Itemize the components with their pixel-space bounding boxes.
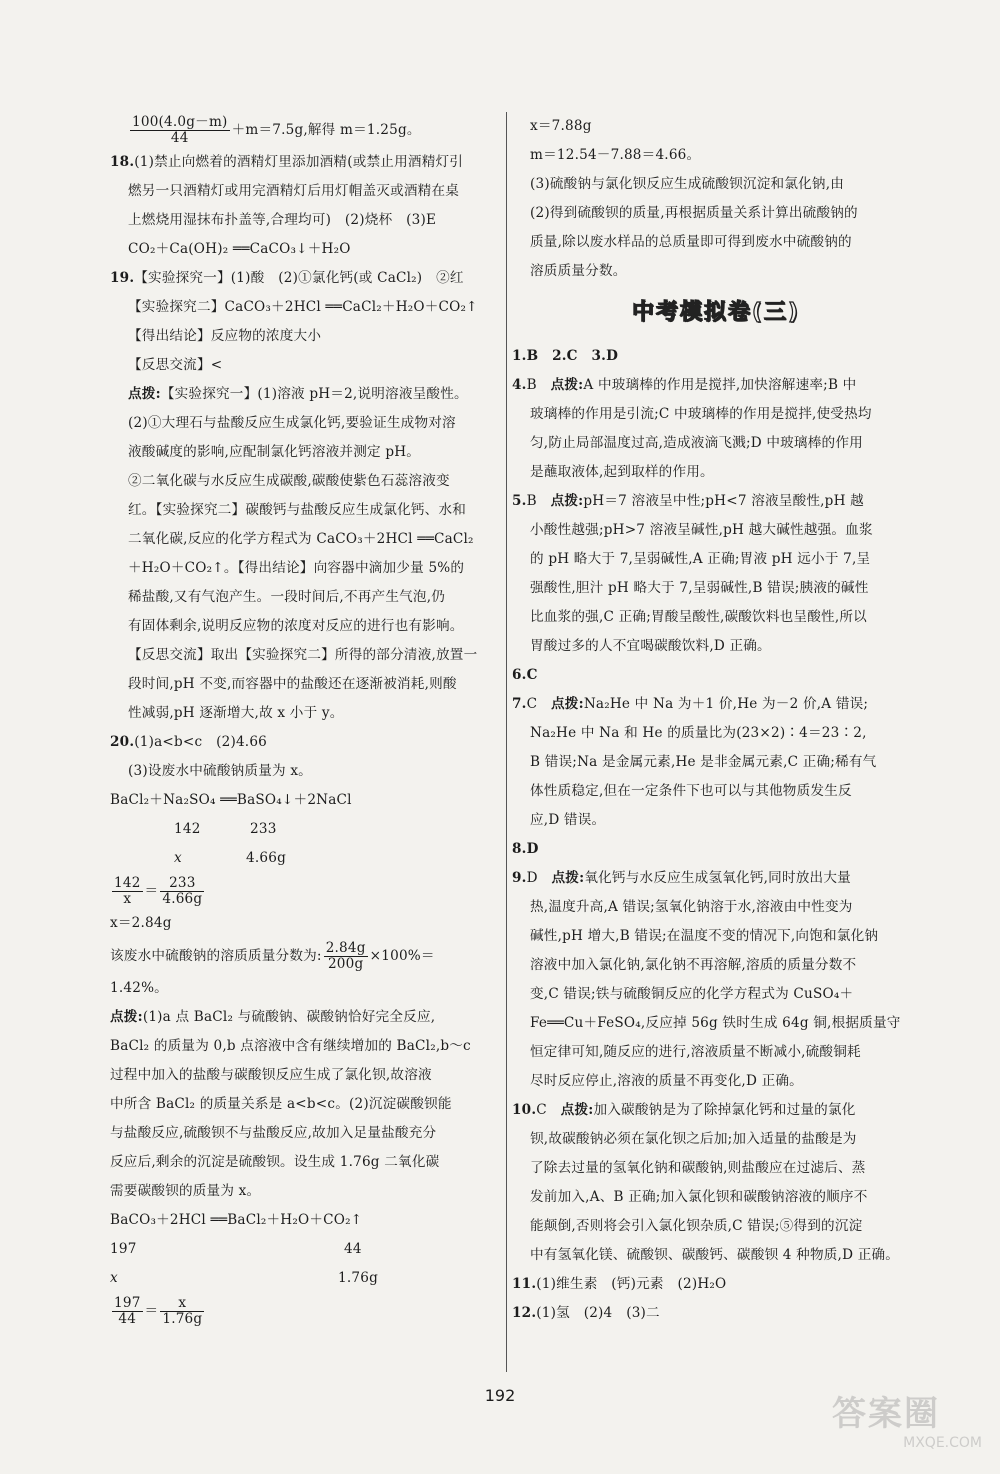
value-row: x 1.76g	[110, 1270, 378, 1286]
chemical-equation: BaCl₂＋Na₂SO₄ ══BaSO₄↓＋2NaCl	[110, 792, 352, 808]
answer-12: 12.(1)氢 (2)4 (3)二	[512, 1305, 660, 1321]
page-number: 192	[484, 1386, 516, 1405]
tip-label: 点拨:	[550, 493, 584, 509]
right-column: x＝7.88g m＝12.54－7.88＝4.66。 (3)硫酸钠与氯化钡反应生成硫酸钡沉淀和氯化钠,由 (2)得到硫酸钡的质量,再根据质量关系计算出硫酸钠的 质量,除以废水样品的总质量即可得到废水中硫酸钠的 溶质质量分数。 中考模拟卷(三) 1.B 2.C 3.D 4.B 点拨:A 中玻璃棒的作用是搅拌,加快溶解速率;B 中 玻璃棒的作用是引流;C 中玻璃棒的作用是搅拌,使受热均 匀,防止局部温度过高,造成液滴飞溅;D 中玻璃棒的作用 是蘸取液体,起到取样的作用。 5.B 点拨:pH＝7 溶液呈中性;pH<7 溶液呈酸性,pH 越 小酸性越强;pH>7 溶液呈碱性,pH 越大碱性越强。血浆 的 pH 略大于 7,呈弱碱性,A 正确;胃液 pH 远小于 7,呈 强酸性,胆汁 pH 略大于 7,呈弱碱性,B 错误;胰液的碱性 比血浆的强,C 正确;胃酸呈酸性,碳酸饮料也呈酸性,所以 胃酸过多的人不宜喝碳酸饮料,D 正确。 6.C 7.C 点拨:Na₂He 中 Na 为＋1 价,He 为－2 价,A 错误; Na₂He 中 Na 和 He 的质量比为(23×2)∶4＝23∶2, B 错误;Na 是金属元素,He 是非金属元素,C 正确;稀有气 体性质稳定,但在一定条件下也可以与其他物质发生反 应,D 错误。 8.D 9.D 点拨:氧化钙与水反应生成氢氧化钙,同时放出大量 热,温度升高,A 错误;氢氧化钠溶于水,溶液由中性变为 碱性,pH 增大,B 错误;在温度不变的情况下,向饱和氯化钠 溶液中加入氯化钠,氯化钠不再溶解,溶质的质量分数不 变,C 错误;铁与硫酸铜反应的化学方程式为 CuSO₄＋ Fe══Cu＋FeSO₄,反应掉 56g 铁时生成 64g 铜,根据质量守 恒定律可知,随反应的进行,溶液质量不断减小,硫酸铜耗 尽时反应停止,溶液的质量不再变化,D 正确。 10.C 点拨:加入碳酸钠是为了除掉氯化钙和过量的氯化 钡,故碳酸钠必须在氯化钡之后加;加入适量的盐酸是为 了除去过量的氢氧化钠和碳酸钠,则盐酸应在过滤后、蒸 发前加入,A、B 正确;加入氯化钡和碳酸钠溶液的顺序不 能颠倒,否则将会引入氯化钡杂质,C 错误;⑤得到的沉淀 中有氢氧化镁、硫酸钡、碳酸钙、碳酸钡 4 种物质,D 正确。 11.(1)维生素 (钙)元素 (2)H₂O 12.(1)氢 (2)4 (3)二	[512, 112, 920, 1328]
answer-5: 5.B 点拨:pH＝7 溶液呈中性;pH<7 溶液呈酸性,pH 越 小酸性越强;pH>7 溶液呈碱性,pH 越大碱性越强。血浆 的 pH 略大于 7,呈弱碱性,A 正确;胃液 pH 远小于 7,呈 强酸性,胆汁 pH 略大于 7,呈弱碱性,B 错误;胰液的碱性 比血浆的强,C 正确;胃酸呈酸性,碳酸饮料也呈酸性,所以 胃酸过多的人不宜喝碳酸饮料,D 正确。	[512, 493, 873, 654]
section-heading: 中考模拟卷(三)	[631, 300, 801, 325]
watermark-logo	[832, 1386, 982, 1464]
left-column	[110, 112, 500, 1329]
column-divider	[506, 112, 507, 1372]
question-number: 18.	[110, 154, 135, 170]
tip-label: 点拨:	[560, 1102, 594, 1118]
proportion: $\frac{142}{x}$ ＝ $\frac{233}{4.66g}$	[114, 875, 203, 907]
equation-line: $\frac{100(4.0g-m)}{44}$ ＋m＝7.5g,解得 m＝1.25g。	[132, 114, 421, 146]
tip-label: 点拨:	[110, 1009, 143, 1025]
watermark-title: 答案圈	[832, 1394, 940, 1434]
tip-label: 点拨:	[551, 696, 584, 712]
question-19: 19.【实验探究一】(1)酸 (2)①氯化钙(或 CaCl₂) ②红 【实验探究二】CaCO₃＋2HCl ══CaCl₂＋H₂O＋CO₂↑ 【得出结论】反应物的浓度大小 【反思交流】< 点拨:【实验探究一】(1)溶液 pH＝2,说明溶液呈酸性。 (2)①大理石与盐酸反应生成氯化钙,要验证生成物对溶 液酸碱度的影响,应配制氯化钙溶液并测定 pH。 ②二氧化碳与水反应生成碳酸,碳酸使紫色石蕊溶液变 红。【实验探究二】碳酸钙与盐酸反应生成氯化钙、水和 二氧化碳,反应的化学方程式为 CaCO₃＋2HCl ══CaCl₂ ＋H₂O＋CO₂↑。【得出结论】向容器中滴加少量 5%的 稀盐酸,又有气泡产生。一段时间后,不再产生气泡,仍 有固体剩余,说明反应物的浓度对反应的进行也有影响。 【反思交流】取出【实验探究二】所得的部分清液,放置一 段时间,pH 不变,而容器中的盐酸还在逐渐被消耗,则酸 性减弱,pH 逐渐增大,故 x 小于 y。	[110, 270, 478, 721]
question-number: 19.	[110, 270, 135, 286]
answers-1-3: 1.B 2.C 3.D	[512, 348, 619, 364]
chemical-equation: BaCO₃＋2HCl ══BaCl₂＋H₂O＋CO₂↑	[110, 1212, 363, 1228]
mass-row: 142 233	[174, 821, 277, 837]
value-row: x 4.66g	[174, 850, 286, 866]
answer-7: 7.C 点拨:Na₂He 中 Na 为＋1 价,He 为－2 价,A 错误; Na₂He 中 Na 和 He 的质量比为(23×2)∶4＝23∶2, B 错误;Na 是金属元素,He 是非金属元素,C 正确;稀有气 体性质稳定,但在一定条件下也可以与其他物质发生反 应,D 错误。	[512, 696, 877, 828]
answer-8: 8.D	[512, 841, 539, 857]
question-20: 20.(1)a<b<c (2)4.66 (3)设废水中硫酸钠质量为 x。 BaCl₂＋Na₂SO₄ ══BaSO₄↓＋2NaCl 142 233 x 4.66g $\frac{142}{x}$ ＝ $\frac{233}{4.66g}$ x＝2.84g 该废水中硫酸钠的溶质质量分数为: $\frac{2.84g}{200g}$ ×100%＝ 1.42%。 点拨:(1)a 点 BaCl₂ 与硫酸钠、碳酸钠恰好完全反应, BaCl₂ 的质量为 0,b 点溶液中含有继续增加的 BaCl₂,b～c 过程中加入的盐酸与碳酸钡反应生成了氯化钡,故溶液 中所含 BaCl₂ 的质量关系是 a<b<c。(2)沉淀碳酸钡能 与盐酸反应,硫酸钡不与盐酸反应,故加入足量盐酸充分 反应后,剩余的沉淀是硫酸钡。设生成 1.76g 二氧化碳 需要碳酸钡的质量为 x。 BaCO₃＋2HCl ══BaCl₂＋H₂O＋CO₂↑ 197 44 x 1.76g $\frac{197}{44}$ ＝ $\frac{x}{1.76g}$	[110, 728, 500, 1329]
tip-label: 点拨:	[551, 870, 585, 886]
answer-6: 6.C	[512, 667, 538, 683]
proportion: $\frac{197}{44}$ ＝ $\frac{x}{1.76g}$	[114, 1295, 203, 1327]
question-number: 20.	[110, 734, 135, 750]
answer-11: 11.(1)维生素 (钙)元素 (2)H₂O	[512, 1276, 727, 1292]
question-18: 18.(1)禁止向燃着的酒精灯里添加酒精(或禁止用酒精灯引 燃另一只酒精灯或用完酒精灯后用灯帽盖灭或酒精在桌 上燃烧用湿抹布扑盖等,合理均可) (2)烧杯 (3)E CO₂＋Ca(OH)₂ ══CaCO₃↓＋H₂O	[110, 154, 464, 257]
fraction: $\frac{100(4.0g-m)}{44}$	[132, 114, 228, 146]
tip-label: 点拨:	[550, 377, 584, 393]
answer-4: 4.B 点拨:A 中玻璃棒的作用是搅拌,加快溶解速率;B 中 玻璃棒的作用是引流;C 中玻璃棒的作用是搅拌,使受热均 匀,防止局部温度过高,造成液滴飞溅;D 中玻璃棒的作用 是蘸取液体,起到取样的作用。	[512, 377, 872, 480]
answer-9: 9.D 点拨:氧化钙与水反应生成氢氧化钙,同时放出大量 热,温度升高,A 错误;氢氧化钠溶于水,溶液由中性变为 碱性,pH 增大,B 错误;在温度不变的情况下,向饱和氯化钠 溶液中加入氯化钠,氯化钠不再溶解,溶质的质量分数不 变,C 错误;铁与硫酸铜反应的化学方程式为 CuSO₄＋ Fe══Cu＋FeSO₄,反应掉 56g 铁时生成 64g 铜,根据质量守 恒定律可知,随反应的进行,溶液质量不断减小,硫酸铜耗 尽时反应停止,溶液的质量不再变化,D 正确。	[512, 870, 901, 1089]
watermark-url: MXQE.COM	[903, 1435, 982, 1451]
mass-row: 197 44	[110, 1241, 362, 1257]
percent-line: 该废水中硫酸钠的溶质质量分数为: $\frac{2.84g}{200g}$ ×100%＝	[110, 940, 435, 972]
tip-label: 点拨:	[128, 386, 161, 402]
answer-10: 10.C 点拨:加入碳酸钠是为了除掉氯化钙和过量的氯化 钡,故碳酸钠必须在氯化钡之后加;加入适量的盐酸是为 了除去过量的氢氧化钠和碳酸钠,则盐酸应在过滤后、蒸 发前加入,A、B 正确;加入氯化钡和碳酸钠溶液的顺序不 能颠倒,否则将会引入氯化钡杂质,C 错误;⑤得到的沉淀 中有氢氧化镁、硫酸钡、碳酸钙、碳酸钡 4 种物质,D 正确。	[512, 1102, 900, 1263]
